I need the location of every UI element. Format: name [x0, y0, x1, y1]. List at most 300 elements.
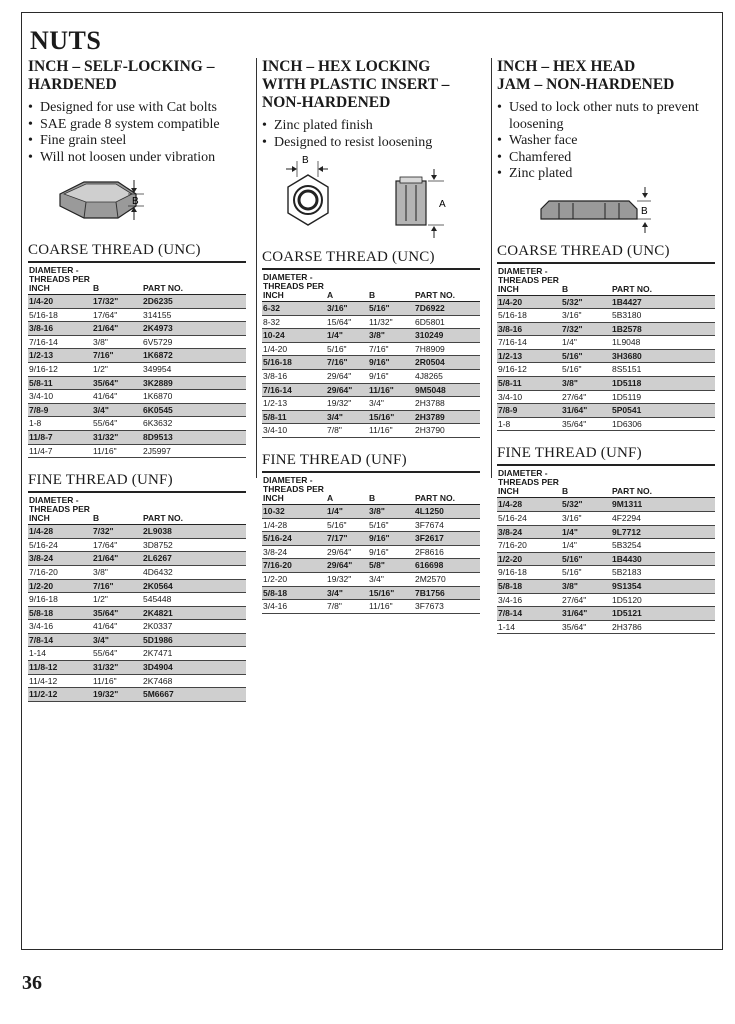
table-row	[28, 349, 246, 363]
table-cell: 11/4-7	[28, 444, 92, 458]
table-cell: 27/64"	[561, 593, 611, 607]
table-cell: 9L7712	[611, 525, 715, 539]
table-cell: 9/16-12	[28, 362, 92, 376]
table-cell: 1B2578	[611, 322, 715, 336]
table-cell: 1D5120	[611, 593, 715, 607]
table-row	[262, 397, 480, 411]
table-cell: 1/4-28	[497, 498, 561, 512]
table-cell: 5/16"	[561, 566, 611, 580]
table-cell: 3/8"	[561, 377, 611, 391]
column-header: B	[561, 466, 611, 498]
table-cell: 35/64"	[92, 376, 142, 390]
table-cell: 55/64"	[92, 417, 142, 431]
table-row	[28, 362, 246, 376]
table-cell: 3/8"	[368, 504, 414, 518]
table-row	[28, 565, 246, 579]
figure-label: A	[439, 199, 446, 210]
table-row	[262, 329, 480, 343]
table-row	[262, 383, 480, 397]
table-cell: 7/16"	[92, 349, 142, 363]
table-cell: 3/8-16	[262, 369, 326, 383]
table-cell: 2K4821	[142, 606, 246, 620]
column-header: DIAMETER - THREADS PER INCH	[497, 264, 561, 296]
section-title-line: NON-HARDENED	[262, 94, 391, 111]
table-cell: 2F8616	[414, 545, 480, 559]
table-cell: 11/8-12	[28, 661, 92, 675]
table-cell: 1/2-13	[28, 349, 92, 363]
table-cell: 2K4973	[142, 322, 246, 336]
feature-item: • Designed to resist loosening	[262, 135, 480, 152]
figure-label: B	[302, 155, 309, 166]
table-row	[28, 308, 246, 322]
table-cell: 3/16"	[561, 309, 611, 323]
fine-thread-title: FINE THREAD (UNF)	[28, 472, 246, 493]
table-row	[28, 430, 246, 444]
table-cell: 2K0564	[142, 579, 246, 593]
table-cell: 3/4"	[326, 410, 368, 424]
table-cell: 31/32"	[92, 430, 142, 444]
table-cell: 35/64"	[92, 606, 142, 620]
column-header: DIAMETER - THREADS PER INCH	[497, 466, 561, 498]
jam-nut-icon	[497, 183, 715, 243]
column-header: B	[368, 473, 414, 505]
table-cell: 3/4"	[368, 397, 414, 411]
table-row	[497, 607, 715, 621]
table-cell: 9/16-18	[28, 593, 92, 607]
table-cell: 19/32"	[326, 397, 368, 411]
table-cell: 35/64"	[561, 417, 611, 431]
table-cell: 7/17"	[326, 532, 368, 546]
table-cell: 3/4"	[92, 633, 142, 647]
table-row	[262, 572, 480, 586]
table-cell: 10-24	[262, 329, 326, 343]
feature-item: • Used to lock other nuts to prevent loosening	[497, 100, 715, 133]
table-cell: 1/4-20	[28, 295, 92, 309]
self-locking-nut-figure	[28, 166, 246, 242]
table-row	[497, 377, 715, 391]
table-cell: 2L9038	[142, 525, 246, 539]
table-cell: 3/4"	[92, 403, 142, 417]
column-header: DIAMETER - THREADS PER INCH	[28, 263, 92, 295]
table-cell: 314155	[142, 308, 246, 322]
column-header: PART NO.	[142, 263, 246, 295]
table-cell: 3/8"	[561, 580, 611, 594]
table-cell: 1K6870	[142, 390, 246, 404]
table-row	[262, 369, 480, 383]
table-cell: 3H3680	[611, 349, 715, 363]
table-cell: 9M5048	[414, 383, 480, 397]
table-cell: 3/4-16	[28, 620, 92, 634]
table-cell: 9/16"	[368, 532, 414, 546]
table-cell: 3/4-10	[497, 390, 561, 404]
table-cell: 1/2-20	[262, 572, 326, 586]
table-row	[497, 404, 715, 418]
table-cell: 8-32	[262, 315, 326, 329]
table-cell: 3/4-10	[28, 390, 92, 404]
column-header: A	[326, 270, 368, 302]
table-cell: 9/16"	[368, 545, 414, 559]
column-header: B	[92, 263, 142, 295]
table-cell: 5/16-24	[28, 538, 92, 552]
table-cell: 11/4-12	[28, 674, 92, 688]
table-cell: 5/16"	[368, 302, 414, 316]
table-cell: 55/64"	[92, 647, 142, 661]
table-row	[28, 417, 246, 431]
table-cell: 5/16"	[368, 518, 414, 532]
table-cell: 9/16-12	[497, 363, 561, 377]
table-row	[497, 309, 715, 323]
table-cell: 5M6667	[142, 688, 246, 702]
fine-thread-table	[262, 473, 480, 614]
coarse-thread-table	[497, 264, 715, 432]
table-row	[497, 498, 715, 512]
section-title-line: INCH – HEX LOCKING	[262, 58, 431, 75]
table-cell: 8S5151	[611, 363, 715, 377]
table-cell: 15/16"	[368, 410, 414, 424]
table-cell: 3K2889	[142, 376, 246, 390]
table-cell: 3/4-16	[262, 600, 326, 614]
table-cell: 1D5118	[611, 377, 715, 391]
table-cell: 3/8-24	[28, 552, 92, 566]
table-row	[497, 390, 715, 404]
table-row	[262, 356, 480, 370]
table-cell: 19/32"	[326, 572, 368, 586]
table-cell: 29/64"	[326, 369, 368, 383]
table-cell: 7D6922	[414, 302, 480, 316]
table-row	[28, 552, 246, 566]
table-cell: 41/64"	[92, 390, 142, 404]
table-cell: 7/8-9	[28, 403, 92, 417]
table-cell: 5/16"	[561, 349, 611, 363]
table-row	[28, 633, 246, 647]
table-row	[262, 315, 480, 329]
fine-thread-title: FINE THREAD (UNF)	[262, 452, 480, 473]
feature-item: • Will not loosen under vibration	[28, 150, 246, 167]
table-cell: 5P0541	[611, 404, 715, 418]
feature-list	[262, 118, 480, 151]
table-cell: 7/16"	[368, 342, 414, 356]
table-cell: 1L9048	[611, 336, 715, 350]
feature-item: • SAE grade 8 system compatible	[28, 117, 246, 134]
table-row	[262, 545, 480, 559]
table-cell: 5/16-18	[262, 356, 326, 370]
table-cell: 2D6235	[142, 295, 246, 309]
table-cell: 29/64"	[326, 383, 368, 397]
table-cell: 4F2294	[611, 512, 715, 526]
table-cell: 21/64"	[92, 322, 142, 336]
table-cell: 3/8"	[368, 329, 414, 343]
column-header: B	[92, 493, 142, 525]
table-cell: 9/16-18	[497, 566, 561, 580]
table-cell: 11/16"	[368, 424, 414, 438]
column-header: DIAMETER - THREADS PER INCH	[28, 493, 92, 525]
table-cell: 5B2183	[611, 566, 715, 580]
table-cell: 3/4-16	[497, 593, 561, 607]
jam-nut-figure	[497, 183, 715, 243]
table-cell: 5/8-18	[497, 580, 561, 594]
table-cell: 4D6432	[142, 565, 246, 579]
table-row	[262, 586, 480, 600]
figure-label: B	[641, 205, 648, 217]
table-cell: 7/16-20	[262, 559, 326, 573]
table-row	[28, 661, 246, 675]
table-cell: 7/16-14	[28, 335, 92, 349]
table-cell: 35/64"	[561, 620, 611, 634]
table-cell: 11/32"	[368, 315, 414, 329]
table-cell: 29/64"	[326, 559, 368, 573]
table-row	[497, 322, 715, 336]
fine-thread-table	[28, 493, 246, 702]
table-cell: 1-14	[497, 620, 561, 634]
hex-nut-icon	[28, 166, 246, 242]
table-cell: 3F2617	[414, 532, 480, 546]
column-header: A	[326, 473, 368, 505]
table-cell: 7/16-20	[497, 539, 561, 553]
table-cell: 10-32	[262, 504, 326, 518]
table-row	[497, 336, 715, 350]
table-cell: 3/8-16	[28, 322, 92, 336]
table-cell: 3/8-16	[497, 322, 561, 336]
column-header: PART NO.	[611, 466, 715, 498]
table-cell: 1/2"	[92, 593, 142, 607]
table-cell: 5/16"	[561, 552, 611, 566]
table-cell: 7/32"	[561, 322, 611, 336]
section-title-line: INCH – HEX HEAD	[497, 58, 636, 75]
table-cell: 9/16"	[368, 369, 414, 383]
table-row	[262, 302, 480, 316]
table-row	[262, 518, 480, 532]
table-row	[28, 390, 246, 404]
table-cell: 41/64"	[92, 620, 142, 634]
table-cell: 5B3180	[611, 309, 715, 323]
table-cell: 31/64"	[561, 607, 611, 621]
feature-item: • Washer face	[497, 133, 715, 150]
table-cell: 7/16"	[92, 579, 142, 593]
table-cell: 3/8-24	[497, 525, 561, 539]
table-cell: 2H3789	[414, 410, 480, 424]
table-cell: 4L1250	[414, 504, 480, 518]
section-title-line: WITH PLASTIC INSERT –	[262, 76, 450, 93]
table-cell: 1/2-13	[262, 397, 326, 411]
table-cell: 17/32"	[92, 295, 142, 309]
table-cell: 6-32	[262, 302, 326, 316]
column-header: DIAMETER - THREADS PER INCH	[262, 473, 326, 505]
table-cell: 6K3632	[142, 417, 246, 431]
table-cell: 17/64"	[92, 308, 142, 322]
table-cell: 5D1986	[142, 633, 246, 647]
table-row	[262, 600, 480, 614]
table-cell: 3D8752	[142, 538, 246, 552]
table-cell: 3D4904	[142, 661, 246, 675]
coarse-thread-table	[28, 263, 246, 458]
table-cell: 7/8"	[326, 600, 368, 614]
page-number: 36	[22, 972, 42, 994]
table-row	[28, 322, 246, 336]
table-cell: 5/8-11	[262, 410, 326, 424]
table-cell: 17/64"	[92, 538, 142, 552]
table-row	[497, 525, 715, 539]
coarse-thread-title: COARSE THREAD (UNC)	[28, 242, 246, 263]
table-cell: 1-8	[497, 417, 561, 431]
table-cell: 7/8-14	[497, 607, 561, 621]
table-cell: 6K0545	[142, 403, 246, 417]
table-cell: 11/16"	[368, 383, 414, 397]
table-cell: 31/64"	[561, 404, 611, 418]
table-cell: 3/4-10	[262, 424, 326, 438]
table-cell: 3/16"	[326, 302, 368, 316]
table-cell: 1D6306	[611, 417, 715, 431]
section-title-line: HARDENED	[28, 76, 117, 93]
table-cell: 2H3790	[414, 424, 480, 438]
page-title: NUTS	[30, 26, 102, 55]
table-row	[28, 647, 246, 661]
table-row	[497, 363, 715, 377]
table-cell: 5/16"	[326, 342, 368, 356]
table-cell: 5/16-18	[497, 309, 561, 323]
fine-thread-title: FINE THREAD (UNF)	[497, 445, 715, 466]
table-row	[28, 538, 246, 552]
table-cell: 5/16-24	[497, 512, 561, 526]
table-cell: 11/16"	[368, 600, 414, 614]
table-cell: 2H3788	[414, 397, 480, 411]
table-row	[28, 579, 246, 593]
table-row	[262, 532, 480, 546]
column-header: PART NO.	[414, 473, 480, 505]
jam-nut-section	[497, 58, 715, 634]
table-cell: 2K0337	[142, 620, 246, 634]
table-cell: 3F7673	[414, 600, 480, 614]
table-cell: 7/16-14	[497, 336, 561, 350]
table-cell: 27/64"	[561, 390, 611, 404]
table-cell: 5/8-18	[262, 586, 326, 600]
table-cell: 1/4"	[326, 504, 368, 518]
table-row	[497, 620, 715, 634]
table-cell: 5B3254	[611, 539, 715, 553]
table-cell: 7/8-14	[28, 633, 92, 647]
table-cell: 3/4"	[326, 586, 368, 600]
column-header: PART NO.	[414, 270, 480, 302]
section-title	[497, 58, 715, 94]
table-row	[497, 580, 715, 594]
table-cell: 11/2-12	[28, 688, 92, 702]
feature-item: • Zinc plated	[497, 166, 715, 183]
figure-label: B	[132, 196, 139, 207]
table-row	[262, 504, 480, 518]
fine-thread-table	[497, 466, 715, 634]
table-row	[497, 349, 715, 363]
table-cell: 1-8	[28, 417, 92, 431]
table-cell: 1/2"	[92, 362, 142, 376]
table-cell: 1/2-20	[28, 579, 92, 593]
table-cell: 1/2-13	[497, 349, 561, 363]
coarse-thread-table	[262, 270, 480, 438]
table-row	[28, 593, 246, 607]
table-row	[497, 512, 715, 526]
feature-item: • Zinc plated finish	[262, 118, 480, 135]
table-cell: 8D9513	[142, 430, 246, 444]
section-title-line: JAM – NON-HARDENED	[497, 76, 675, 93]
table-cell: 1D5119	[611, 390, 715, 404]
table-cell: 5/8-18	[28, 606, 92, 620]
table-cell: 545448	[142, 593, 246, 607]
table-row	[497, 552, 715, 566]
coarse-thread-title: COARSE THREAD (UNC)	[497, 243, 715, 264]
column-header: B	[368, 270, 414, 302]
self-locking-nut-section	[28, 58, 246, 702]
table-cell: 2M2570	[414, 572, 480, 586]
table-cell: 5/16-18	[28, 308, 92, 322]
locking-nut-icon	[262, 151, 480, 249]
column-header: PART NO.	[142, 493, 246, 525]
table-cell: 2K7468	[142, 674, 246, 688]
table-row	[28, 620, 246, 634]
table-cell: 349954	[142, 362, 246, 376]
table-row	[497, 539, 715, 553]
table-cell: 7/8"	[326, 424, 368, 438]
table-row	[28, 674, 246, 688]
table-cell: 5/16-24	[262, 532, 326, 546]
table-row	[497, 295, 715, 309]
table-row	[28, 335, 246, 349]
table-cell: 1D5121	[611, 607, 715, 621]
table-cell: 1K6872	[142, 349, 246, 363]
feature-list	[497, 100, 715, 183]
table-row	[28, 688, 246, 702]
table-cell: 1/4"	[326, 329, 368, 343]
table-cell: 7B1756	[414, 586, 480, 600]
table-cell: 2K7471	[142, 647, 246, 661]
table-row	[28, 376, 246, 390]
table-row	[497, 593, 715, 607]
section-title	[28, 58, 246, 94]
feature-item: • Fine grain steel	[28, 133, 246, 150]
section-title	[262, 58, 480, 112]
table-row	[262, 424, 480, 438]
table-cell: 3/4"	[368, 572, 414, 586]
column-divider	[491, 58, 492, 478]
table-cell: 6D5801	[414, 315, 480, 329]
hex-locking-nut-section	[262, 58, 480, 614]
feature-item: • Chamfered	[497, 150, 715, 167]
column-header: DIAMETER - THREADS PER INCH	[262, 270, 326, 302]
table-row	[28, 444, 246, 458]
table-cell: 1/4"	[561, 336, 611, 350]
table-cell: 1/2-20	[497, 552, 561, 566]
table-cell: 15/16"	[368, 586, 414, 600]
table-row	[262, 410, 480, 424]
table-cell: 2H3786	[611, 620, 715, 634]
table-cell: 616698	[414, 559, 480, 573]
table-cell: 1/4"	[561, 539, 611, 553]
table-cell: 9/16"	[368, 356, 414, 370]
column-divider	[256, 58, 257, 478]
table-row	[497, 566, 715, 580]
table-cell: 11/16"	[92, 674, 142, 688]
table-cell: 1B4427	[611, 295, 715, 309]
table-row	[28, 403, 246, 417]
table-cell: 3/8"	[92, 335, 142, 349]
table-cell: 5/16"	[326, 518, 368, 532]
column-header: PART NO.	[611, 264, 715, 296]
table-cell: 1-14	[28, 647, 92, 661]
table-row	[262, 342, 480, 356]
table-cell: 2R0504	[414, 356, 480, 370]
table-cell: 7/8-9	[497, 404, 561, 418]
table-cell: 15/64"	[326, 315, 368, 329]
table-cell: 310249	[414, 329, 480, 343]
table-cell: 3F7674	[414, 518, 480, 532]
table-cell: 4J8265	[414, 369, 480, 383]
